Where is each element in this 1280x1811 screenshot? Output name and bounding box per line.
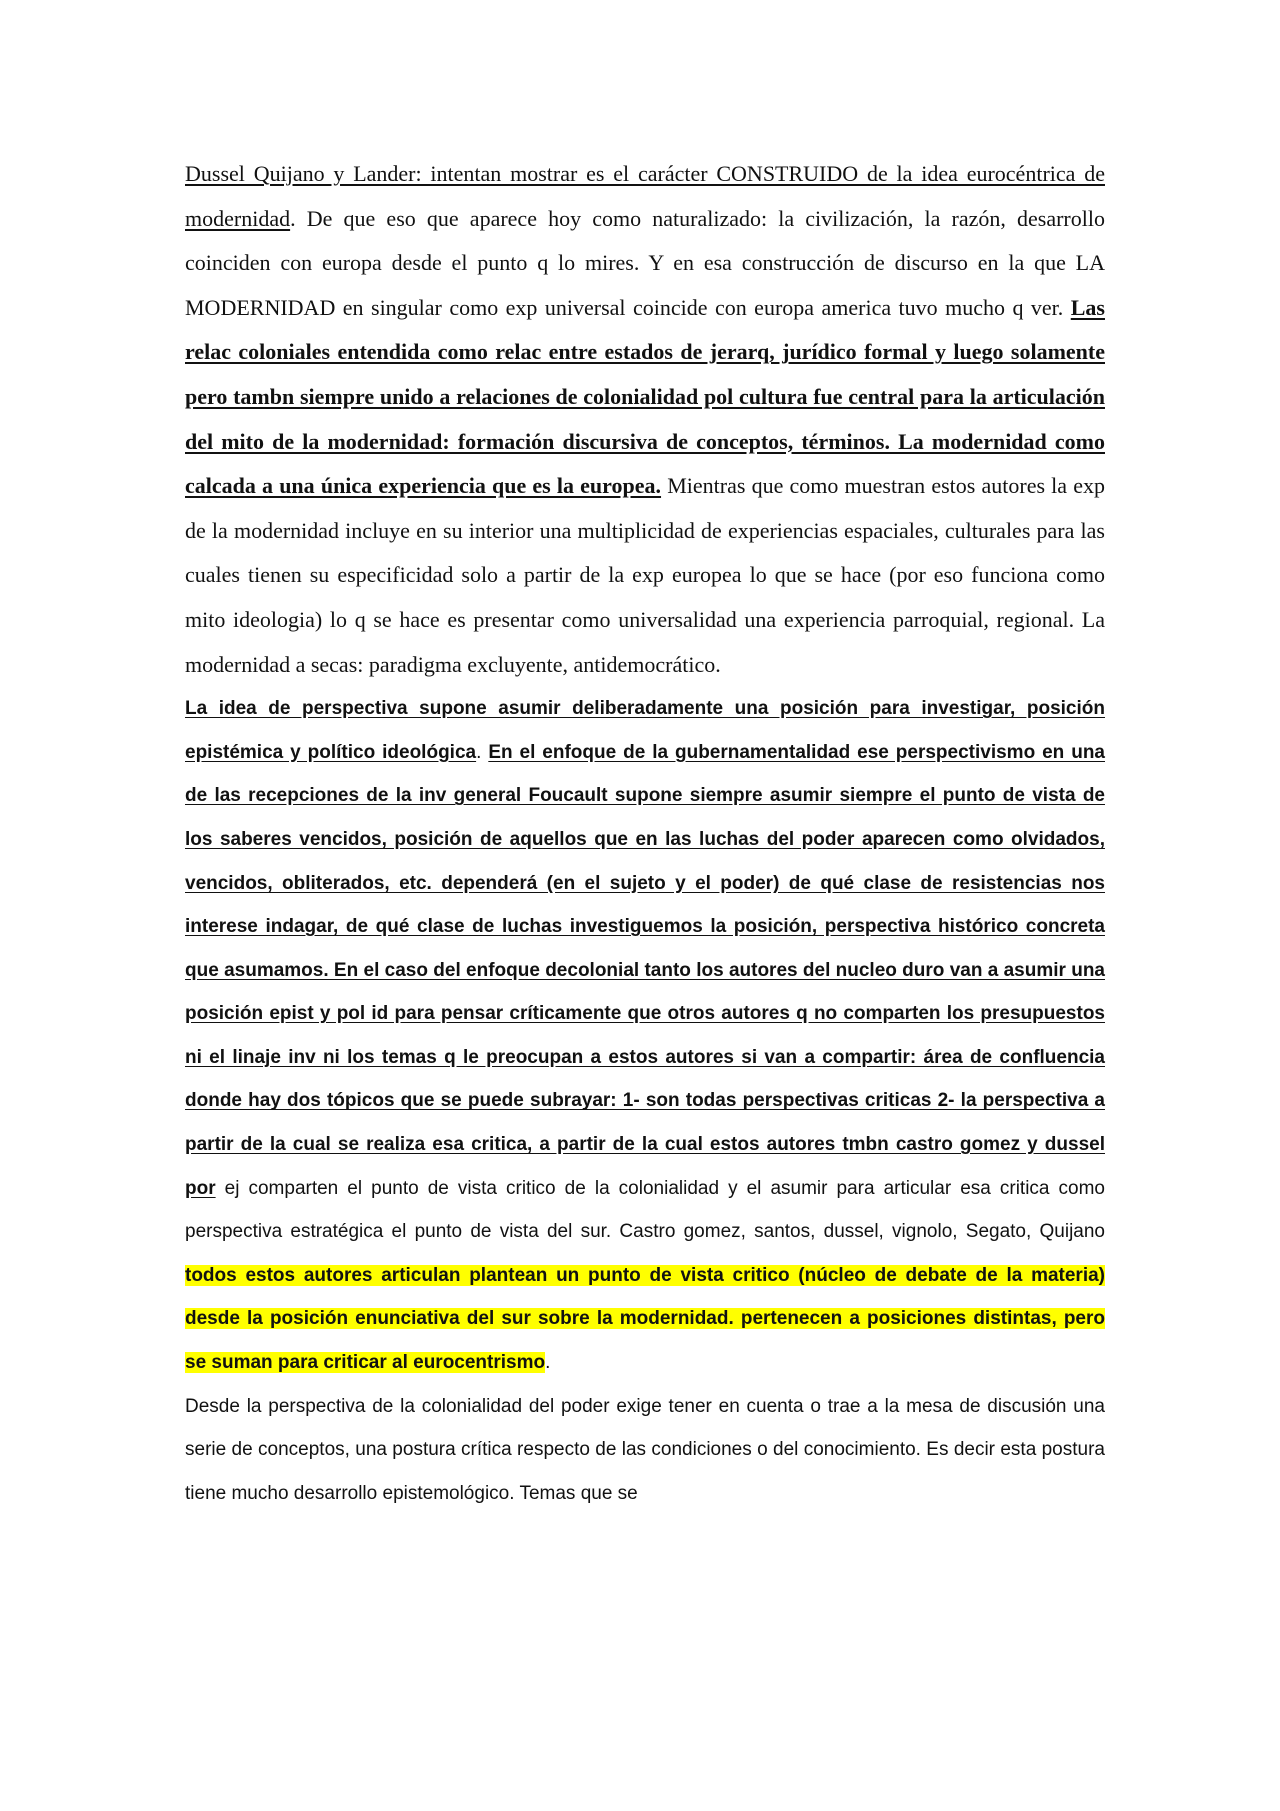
paragraph-2-text-a: . (476, 741, 489, 763)
paragraph-3 (185, 1385, 1105, 1516)
bold-underlined-perspective: La idea de perspectiva supone asumir deliberadamente una posición para investigar, posición epistémica y político ideológica (185, 698, 1105, 763)
paragraph-3-text: Desde la perspectiva de la colonialidad del poder exige tener en cuenta o trae a la mesa de discusión una serie de conceptos, una postura crítica respecto de las condiciones o del conocimiento. Es decir esta postura tiene mucho desarrollo epistemológico. Temas que se (185, 1395, 1105, 1504)
underlined-intro: Dussel Quijano y Lander: intentan mostrar es el carácter CONSTRUIDO de la idea eurocéntrica de modernidad (185, 161, 1105, 231)
paragraph-2-text-c: . (545, 1352, 551, 1374)
paragraph-1-text-b: Mientras que como muestran estos autores la exp de la modernidad incluye en su interior una multiplicidad de experiencias espaciales, culturales para las cuales tienen su especificidad solo a partir de la exp europea lo que se hace (por eso funciona como mito ideologia) lo q se hace es presentar como universalidad una experiencia parroquial, regional. La modernidad a secas: paradigma excluyente, antidemocrático. (185, 473, 1105, 677)
bold-underlined-gubernamentalidad: En el enfoque de la gubernamentalidad ese perspectivismo en una de las recepciones de la inv general Foucault supone siempre asumir siempre el punto de vista de los saberes vencidos, posición de aquellos que en las luchas del poder aparecen como olvidados, vencidos, obliterados, etc. dependerá (en el sujeto y el poder) de qué clase de resistencias nos interese indagar, de qué clase de luchas investiguemos la posición, perspectiva histórico concreta que asumamos. En el caso del enfoque decolonial tanto los autores del nucleo duro van a asumir una posición epist y pol id para pensar críticamente que otros autores q no comparten los presupuestos ni el linaje inv ni los temas q le preocupan a estos autores si van a compartir: área de confluencia donde hay dos tópicos que se puede subrayar: 1- son todas perspectivas criticas 2- la perspectiva a partir de la cual se realiza esa critica, a partir de la cual estos autores tmbn castro gomez y dussel por (185, 741, 1105, 1199)
document-body (185, 152, 1105, 1515)
paragraph-2-text-b: ej comparten el punto de vista critico de la colonialidad y el asumir para articular esa critica como perspectiva estratégica el punto de vista del sur. Castro gomez, santos, dussel, vignolo, Segato, Quijano (185, 1177, 1105, 1243)
highlighted-passage: todos estos autores articulan plantean un punto de vista critico (núcleo de debate de la materia) desde la posición enunciativa del sur sobre la modernidad. pertenecen a posiciones distintas, pero se suman para criticar al eurocentrismo (185, 1264, 1105, 1374)
paragraph-1-text-a: . De que eso que aparece hoy como naturalizado: la civilización, la razón, desarrollo coinciden con europa desde el punto q lo mires. Y en esa construcción de discurso en la que LA MODERNIDAD en singular como exp universal coincide con europa america tuvo mucho q ver. (185, 205, 1105, 320)
paragraph-1 (185, 152, 1105, 687)
paragraph-2 (185, 687, 1105, 1385)
bold-underlined-passage: Las relac coloniales entendida como relac entre estados de jerarq, jurídico formal y luego solamente pero tambn siempre unido a relaciones de colonialidad pol cultura fue central para la articulación del mito de la modernidad: formación discursiva de conceptos, términos. La modernidad como calcada a una única experiencia que es la europea. (185, 294, 1105, 499)
